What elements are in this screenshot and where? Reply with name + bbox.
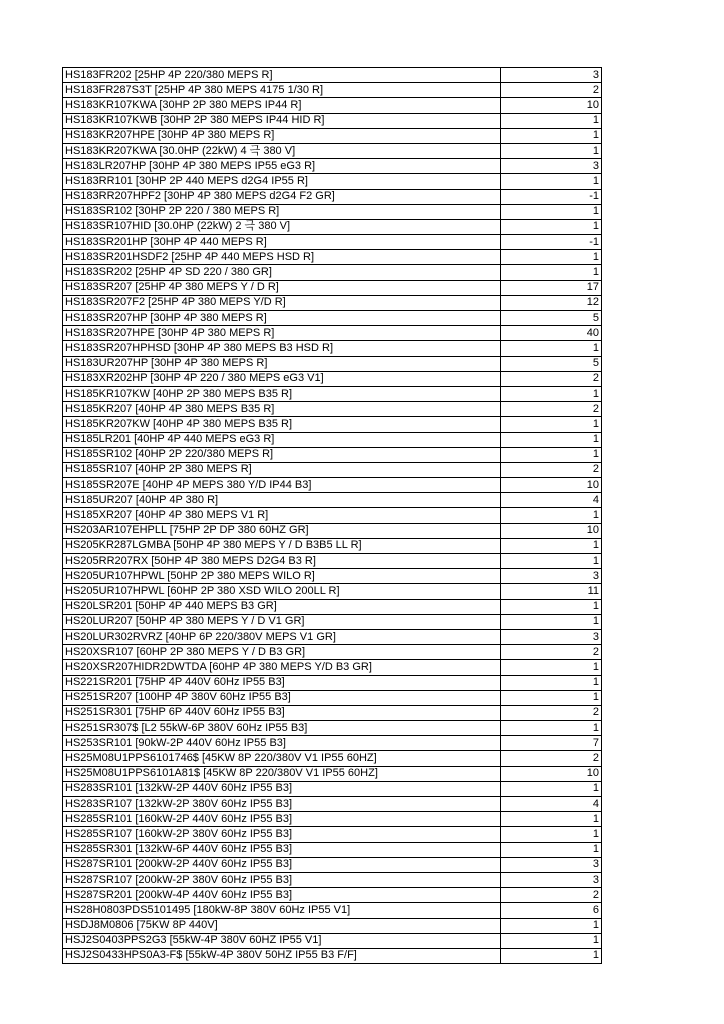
table-row: [63, 812, 602, 827]
quantity-cell: 1: [501, 781, 602, 796]
item-description-cell: HS20XSR107 [60HP 2P 380 MEPS Y / D B3 GR]: [63, 645, 501, 660]
quantity-cell: 1: [501, 432, 602, 447]
item-description-cell: HS183SR201HP [30HP 4P 440 MEPS R]: [63, 235, 501, 250]
quantity-cell: 3: [501, 857, 602, 872]
quantity-cell: 6: [501, 903, 602, 918]
table-row: [63, 235, 602, 250]
item-description-cell: HS251SR301 [75HP 6P 440V 60Hz IP55 B3]: [63, 705, 501, 720]
item-description-cell: HS25M08U1PPS6101746$ [45KW 8P 220/380V V1 IP55 60HZ]: [63, 751, 501, 766]
table-row: [63, 584, 602, 599]
item-description-cell: HS183RR207HPF2 [30HP 4P 380 MEPS d2G4 F2 GR]: [63, 189, 501, 204]
quantity-cell: 1: [501, 675, 602, 690]
table-row: [63, 159, 602, 174]
quantity-cell: 1: [501, 554, 602, 569]
item-description-cell: HSDJ8M0806 [75KW 8P 440V]: [63, 918, 501, 933]
table-row: [63, 660, 602, 675]
item-description-cell: HS183KR207HPE [30HP 4P 380 MEPS R]: [63, 128, 501, 143]
quantity-cell: 1: [501, 265, 602, 280]
item-description-cell: HS185XR207 [40HP 4P 380 MEPS V1 R]: [63, 508, 501, 523]
quantity-cell: -1: [501, 235, 602, 250]
quantity-cell: 1: [501, 948, 602, 963]
quantity-cell: 2: [501, 83, 602, 98]
table-row: [63, 478, 602, 493]
table-row: [63, 98, 602, 113]
table-row: [63, 888, 602, 903]
table-row: [63, 781, 602, 796]
item-description-cell: HS287SR201 [200kW-4P 440V 60Hz IP55 B3]: [63, 888, 501, 903]
item-description-cell: HS183KR107KWB [30HP 2P 380 MEPS IP44 HID R]: [63, 113, 501, 128]
quantity-cell: 1: [501, 508, 602, 523]
item-description-cell: HS283SR107 [132kW-2P 380V 60Hz IP55 B3]: [63, 797, 501, 812]
table-row: [63, 599, 602, 614]
table-row: [63, 295, 602, 310]
quantity-cell: 1: [501, 341, 602, 356]
inventory-table-body: [63, 68, 602, 964]
table-row: [63, 629, 602, 644]
table-row: [63, 113, 602, 128]
item-description-cell: HS183FR202 [25HP 4P 220/380 MEPS R]: [63, 68, 501, 83]
table-row: [63, 872, 602, 887]
quantity-cell: 1: [501, 918, 602, 933]
item-description-cell: HS285SR301 [132kW-6P 440V 60Hz IP55 B3]: [63, 842, 501, 857]
table-row: [63, 918, 602, 933]
quantity-cell: 11: [501, 584, 602, 599]
quantity-cell: 40: [501, 326, 602, 341]
table-row: [63, 948, 602, 963]
quantity-cell: 1: [501, 614, 602, 629]
item-description-cell: HS205RR207RX [50HP 4P 380 MEPS D2G4 B3 R]: [63, 554, 501, 569]
quantity-cell: 4: [501, 797, 602, 812]
item-description-cell: HS205UR107HPWL [50HP 2P 380 MEPS WILO R]: [63, 569, 501, 584]
item-description-cell: HS185SR102 [40HP 2P 220/380 MEPS R]: [63, 447, 501, 462]
item-description-cell: HS20LUR302RVRZ [40HP 6P 220/380V MEPS V1 GR]: [63, 629, 501, 644]
table-row: [63, 189, 602, 204]
table-row: [63, 371, 602, 386]
quantity-cell: 1: [501, 113, 602, 128]
table-row: [63, 432, 602, 447]
table-row: [63, 933, 602, 948]
quantity-cell: 1: [501, 219, 602, 234]
item-description-cell: HS25M08U1PPS6101A81$ [45KW 8P 220/380V V1 IP55 60HZ]: [63, 766, 501, 781]
table-row: [63, 356, 602, 371]
item-description-cell: HS285SR101 [160kW-2P 440V 60Hz IP55 B3]: [63, 812, 501, 827]
item-description-cell: HS253SR101 [90kW-2P 440V 60Hz IP55 B3]: [63, 736, 501, 751]
item-description-cell: HS183SR202 [25HP 4P SD 220 / 380 GR]: [63, 265, 501, 280]
quantity-cell: 17: [501, 280, 602, 295]
item-description-cell: HS251SR207 [100HP 4P 380V 60Hz IP55 B3]: [63, 690, 501, 705]
quantity-cell: 1: [501, 204, 602, 219]
item-description-cell: HS287SR101 [200kW-2P 440V 60Hz IP55 B3]: [63, 857, 501, 872]
item-description-cell: HS183SR207HP [30HP 4P 380 MEPS R]: [63, 311, 501, 326]
item-description-cell: HS185KR207KW [40HP 4P 380 MEPS B35 R]: [63, 417, 501, 432]
table-row: [63, 462, 602, 477]
table-row: [63, 690, 602, 705]
table-row: [63, 174, 602, 189]
table-row: [63, 143, 602, 158]
quantity-cell: 5: [501, 356, 602, 371]
quantity-cell: 1: [501, 827, 602, 842]
item-description-cell: HS185LR201 [40HP 4P 440 MEPS eG3 R]: [63, 432, 501, 447]
item-description-cell: HS285SR107 [160kW-2P 380V 60Hz IP55 B3]: [63, 827, 501, 842]
quantity-cell: 1: [501, 386, 602, 401]
item-description-cell: HS185SR207E [40HP 4P MEPS 380 Y/D IP44 B3]: [63, 478, 501, 493]
quantity-cell: 4: [501, 493, 602, 508]
table-row: [63, 675, 602, 690]
item-description-cell: HS203AR107EHPLL [75HP 2P DP 380 60HZ GR]: [63, 523, 501, 538]
table-row: [63, 128, 602, 143]
table-row: [63, 280, 602, 295]
item-description-cell: HS185KR107KW [40HP 2P 380 MEPS B35 R]: [63, 386, 501, 401]
quantity-cell: 1: [501, 812, 602, 827]
quantity-cell: 10: [501, 478, 602, 493]
table-row: [63, 83, 602, 98]
table-row: [63, 493, 602, 508]
quantity-cell: 2: [501, 705, 602, 720]
item-description-cell: HS20LSR201 [50HP 4P 440 MEPS B3 GR]: [63, 599, 501, 614]
inventory-table: [62, 67, 602, 964]
table-row: [63, 326, 602, 341]
table-row: [63, 402, 602, 417]
quantity-cell: 2: [501, 371, 602, 386]
quantity-cell: 1: [501, 842, 602, 857]
item-description-cell: HS205UR107HPWL [60HP 2P 380 XSD WILO 200LL R]: [63, 584, 501, 599]
quantity-cell: 2: [501, 888, 602, 903]
table-row: [63, 903, 602, 918]
item-description-cell: HS183SR201HSDF2 [25HP 4P 440 MEPS HSD R]: [63, 250, 501, 265]
quantity-cell: 1: [501, 250, 602, 265]
table-row: [63, 751, 602, 766]
item-description-cell: HS183RR101 [30HP 2P 440 MEPS d2G4 IP55 R]: [63, 174, 501, 189]
item-description-cell: HS183SR207F2 [25HP 4P 380 MEPS Y/D R]: [63, 295, 501, 310]
item-description-cell: HS185SR107 [40HP 2P 380 MEPS R]: [63, 462, 501, 477]
item-description-cell: HS183SR102 [30HP 2P 220 / 380 MEPS R]: [63, 204, 501, 219]
table-row: [63, 721, 602, 736]
item-description-cell: HS287SR107 [200kW-2P 380V 60Hz IP55 B3]: [63, 872, 501, 887]
item-description-cell: HSJ2S0433HPS0A3-F$ [55kW-4P 380V 50HZ IP55 B3 F/F]: [63, 948, 501, 963]
item-description-cell: HSJ2S0403PPS2G3 [55kW-4P 380V 60HZ IP55 V1]: [63, 933, 501, 948]
quantity-cell: 5: [501, 311, 602, 326]
quantity-cell: 1: [501, 128, 602, 143]
quantity-cell: 3: [501, 872, 602, 887]
table-row: [63, 857, 602, 872]
quantity-cell: 10: [501, 766, 602, 781]
quantity-cell: 1: [501, 599, 602, 614]
table-row: [63, 311, 602, 326]
table-row: [63, 797, 602, 812]
table-row: [63, 204, 602, 219]
item-description-cell: HS205KR287LGMBA [50HP 4P 380 MEPS Y / D B3B5 LL R]: [63, 538, 501, 553]
item-description-cell: HS183SR207 [25HP 4P 380 MEPS Y / D R]: [63, 280, 501, 295]
quantity-cell: 1: [501, 933, 602, 948]
table-row: [63, 417, 602, 432]
table-row: [63, 219, 602, 234]
table-row: [63, 614, 602, 629]
quantity-cell: 7: [501, 736, 602, 751]
quantity-cell: 1: [501, 660, 602, 675]
quantity-cell: 1: [501, 447, 602, 462]
quantity-cell: 2: [501, 402, 602, 417]
quantity-cell: 12: [501, 295, 602, 310]
table-row: [63, 645, 602, 660]
quantity-cell: 2: [501, 462, 602, 477]
table-row: [63, 447, 602, 462]
table-row: [63, 842, 602, 857]
item-description-cell: HS20XSR207HIDR2DWTDA [60HP 4P 380 MEPS Y/D B3 GR]: [63, 660, 501, 675]
table-row: [63, 736, 602, 751]
item-description-cell: HS183XR202HP [30HP 4P 220 / 380 MEPS eG3 V1]: [63, 371, 501, 386]
table-row: [63, 265, 602, 280]
quantity-cell: 3: [501, 159, 602, 174]
item-description-cell: HS183SR207HPE [30HP 4P 380 MEPS R]: [63, 326, 501, 341]
item-description-cell: HS221SR201 [75HP 4P 440V 60Hz IP55 B3]: [63, 675, 501, 690]
table-row: [63, 766, 602, 781]
item-description-cell: HS183KR107KWA [30HP 2P 380 MEPS IP44 R]: [63, 98, 501, 113]
item-description-cell: HS183LR207HP [30HP 4P 380 MEPS IP55 eG3 R]: [63, 159, 501, 174]
table-row: [63, 508, 602, 523]
quantity-cell: 10: [501, 523, 602, 538]
quantity-cell: 3: [501, 629, 602, 644]
table-row: [63, 554, 602, 569]
item-description-cell: HS283SR101 [132kW-2P 440V 60Hz IP55 B3]: [63, 781, 501, 796]
table-row: [63, 538, 602, 553]
item-description-cell: HS183KR207KWA [30.0HP (22kW) 4 극 380 V]: [63, 143, 501, 158]
item-description-cell: HS28H0803PDS5101495 [180kW-8P 380V 60Hz IP55 V1]: [63, 903, 501, 918]
item-description-cell: HS183SR107HID [30.0HP (22kW) 2 극 380 V]: [63, 219, 501, 234]
item-description-cell: HS20LUR207 [50HP 4P 380 MEPS Y / D V1 GR]: [63, 614, 501, 629]
quantity-cell: 1: [501, 174, 602, 189]
item-description-cell: HS185KR207 [40HP 4P 380 MEPS B35 R]: [63, 402, 501, 417]
quantity-cell: 1: [501, 538, 602, 553]
table-row: [63, 341, 602, 356]
quantity-cell: 3: [501, 569, 602, 584]
quantity-cell: 1: [501, 417, 602, 432]
quantity-cell: 1: [501, 721, 602, 736]
item-description-cell: HS185UR207 [40HP 4P 380 R]: [63, 493, 501, 508]
quantity-cell: 2: [501, 751, 602, 766]
item-description-cell: HS183UR207HP [30HP 4P 380 MEPS R]: [63, 356, 501, 371]
table-row: [63, 386, 602, 401]
item-description-cell: HS183FR287S3T [25HP 4P 380 MEPS 4175 1/30 R]: [63, 83, 501, 98]
table-row: [63, 250, 602, 265]
item-description-cell: HS251SR307$ [L2 55kW-6P 380V 60Hz IP55 B3]: [63, 721, 501, 736]
quantity-cell: 10: [501, 98, 602, 113]
table-row: [63, 569, 602, 584]
quantity-cell: 2: [501, 645, 602, 660]
quantity-cell: 1: [501, 143, 602, 158]
table-row: [63, 827, 602, 842]
table-row: [63, 68, 602, 83]
table-row: [63, 705, 602, 720]
item-description-cell: HS183SR207HPHSD [30HP 4P 380 MEPS B3 HSD R]: [63, 341, 501, 356]
table-row: [63, 523, 602, 538]
quantity-cell: 1: [501, 690, 602, 705]
quantity-cell: 3: [501, 68, 602, 83]
quantity-cell: -1: [501, 189, 602, 204]
